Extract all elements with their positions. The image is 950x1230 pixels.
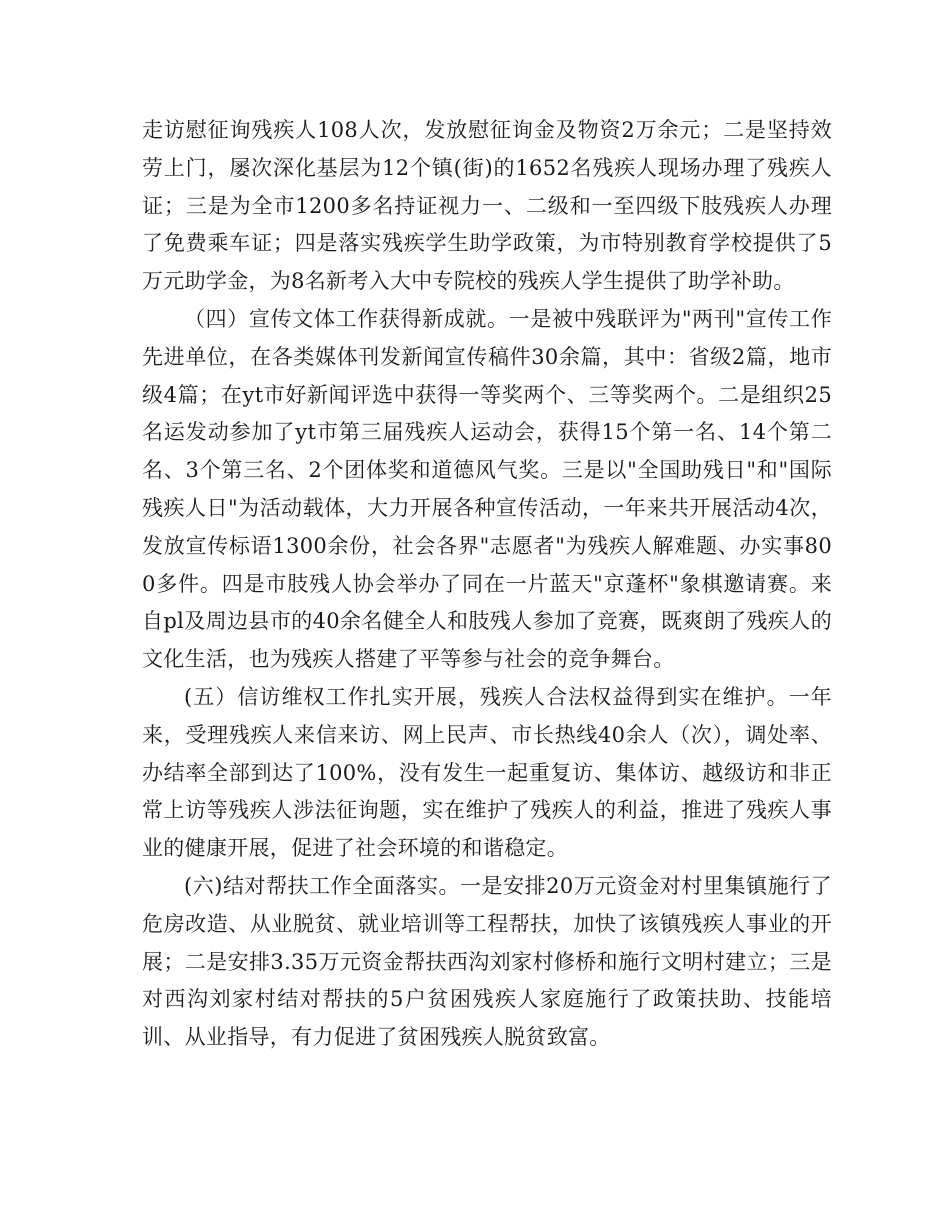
paragraph-petition-rights: (五）信访维权工作扎实开展，残疾人合法权益得到实在维护。一年来，受理残疾人来信来访、网上民声、市长热线40余人（次），调处率、办结率全部到达了100%，没有发生一起重复访、集体访、越级访和非正常上访等残疾人涉法征询题，实在维护了残疾人的利益，推进了残疾人事业的健康开展，促进了社会环境的和谐稳定。	[142, 684, 832, 861]
paragraph-paired-assistance: (六)结对帮扶工作全面落实。一是安排20万元资金对村里集镇施行了危房改造、从业脱贫、就业培训等工程帮扶，加快了该镇残疾人事业的开展；二是安排3.35万元资金帮扶西沟刘家村修桥和施行文明村建立；三是对西沟刘家村结对帮扶的5户贫困残疾人家庭施行了政策扶助、技能培训、从业指导，有力促进了贫困残疾人脱贫致富。	[142, 873, 832, 1050]
paragraph-continuation: 走访慰征询残疾人108人次，发放慰征询金及物资2万余元；二是坚持效劳上门，屡次深化基层为12个镇(街)的1652名残疾人现场办理了残疾人证；三是为全市1200多名持证视力一、二级和一至四级下肢残疾人办理了免费乘车证；四是落实残疾学生助学政策，为市特别教育学校提供了5万元助学金，为8名新考入大中专院校的残疾人学生提供了助学补助。	[142, 118, 832, 294]
document-body	[142, 112, 832, 1057]
paragraph-publicity-culture-sports: （四）宣传文体工作获得新成就。一是被中残联评为"两刊"宣传工作先进单位，在各类媒体刊发新闻宣传稿件30余篇，其中：省级2篇，地市级4篇；在yt市好新闻评选中获得一等奖两个、三等奖两个。二是组织25名运发动参加了yt市第三届残疾人运动会，获得15个第一名、14个第二名、3个第三名、2个团体奖和道德风气奖。三是以"全国助残日"和"国际残疾人日"为活动载体，大力开展各种宣传活动，一年来共开展活动4次，发放宣传标语1300余份，社会各界"志愿者"为残疾人解难题、办实事800多件。四是市肢残人协会举办了同在一片蓝天"京蓬杯"象棋邀请赛。来自pl及周边县市的40余名健全人和肢残人参加了竞赛，既爽朗了残疾人的文化生活，也为残疾人搭建了平等参与社会的竞争舞台。	[142, 306, 832, 672]
